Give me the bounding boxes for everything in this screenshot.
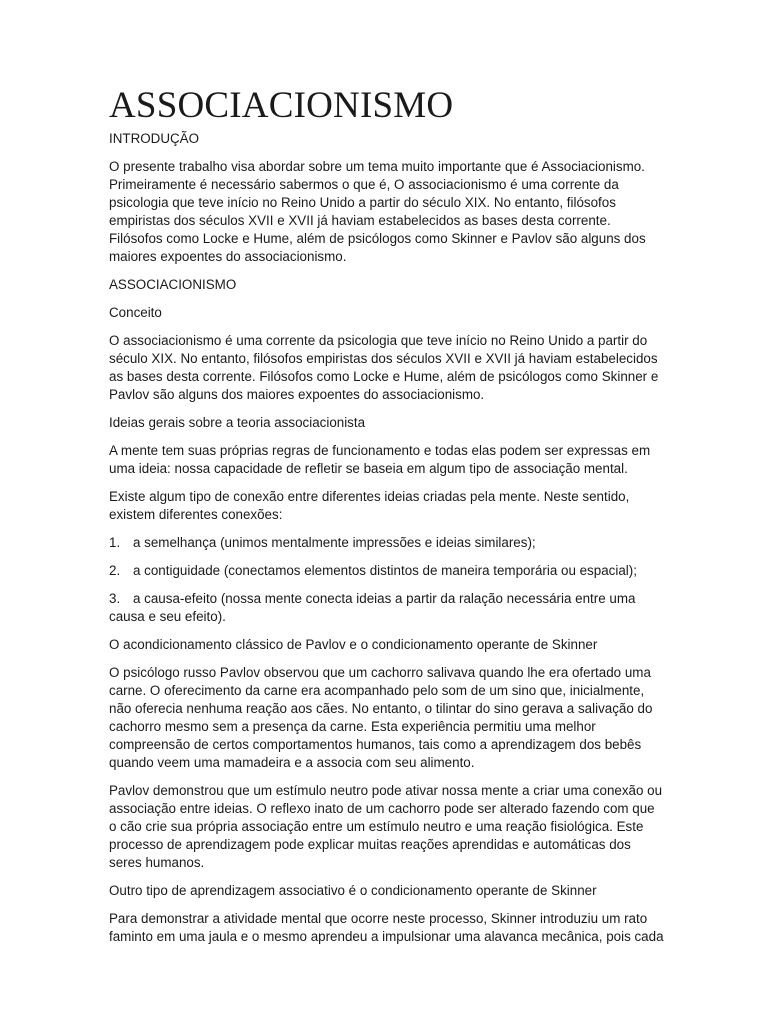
intro-paragraph: O presente trabalho visa abordar sobre um tema muito importante que é Associacionismo. Primeiramente é necessário sabermos o que é, O associacionismo é uma corrente da psicologia que teve início no Reino Unido a partir do século XIX. No entanto, filósofos empiristas dos séculos XVII e XVII já haviam estabelecidos as bases desta corrente. Filósofos como Locke e Hume, além de psicólogos como Skinner e Pavlov são alguns dos maiores expoentes do associacionismo. [109,159,646,264]
list-text: a causa-efeito (nossa mente conecta ideias a partir da ralação necessária entre uma causa e seu efeito). [109,591,636,624]
list-item [109,590,664,626]
list-item [109,562,664,580]
ideas-heading: Ideias gerais sobre a teoria associacionista [109,415,366,430]
list-text: a contiguidade (conectamos elementos distintos de maneira temporária ou espacial); [133,563,637,578]
concept-heading: Conceito [109,305,162,320]
list-number: 1. [109,535,121,550]
list-number: 2. [109,563,121,578]
pavlov-heading: O acondicionamento clássico de Pavlov e o condicionamento operante de Skinner [109,637,598,652]
pavlov-paragraph-2: Pavlov demonstrou que um estímulo neutro pode ativar nossa mente a criar uma conexão ou associação entre ideias. O reflexo inato de um cachorro pode ser alterado fazendo com que o cão crie sua própria associação entre um estímulo neutro e uma reação fisiológica. Este processo de aprendizagem pode explicar muitas reações aprendidas e automáticas dos seres humanos. [109,783,663,870]
concept-paragraph: O associacionismo é uma corrente da psicologia que teve início no Reino Unido a partir do século XIX. No entanto, filósofos empiristas dos séculos XVII e XVII já haviam estabelecidos as bases desta corrente. Filósofos como Locke e Hume, além de psicólogos como Skinner e Pavlov são alguns dos maiores expoentes do associacionismo. [109,333,659,402]
ideas-paragraph: A mente tem suas próprias regras de funcionamento e todas elas podem ser expressas em uma ideia: nossa capacidade de refletir se baseia em algum tipo de associação mental. [109,443,651,476]
skinner-heading: Outro tipo de aprendizagem associativo é o condicionamento operante de Skinner [109,883,597,898]
intro-heading: INTRODUÇÃO [109,131,200,146]
list-number: 3. [109,591,121,606]
section-heading: ASSOCIACIONISMO [109,277,237,292]
list-text: a semelhança (unimos mentalmente impressões e ideias similares); [133,535,536,550]
document-title: ASSOCIACIONISMO [109,85,454,126]
pavlov-paragraph-1: O psicólogo russo Pavlov observou que um cachorro salivava quando lhe era ofertado uma carne. O oferecimento da carne era acompanhado pelo som de um sino que, inicialmente, não oferecia nenhuma reação aos cães. No entanto, o tilintar do sino gerava a salivação do cachorro mesmo sem a presença da carne. Esta experiência permitiu uma melhor compreensão de certos comportamentos humanos, tais como a aprendizagem dos bebês quando veem uma mamadeira e a associa com seu alimento. [109,665,653,770]
skinner-paragraph: Para demonstrar a atividade mental que ocorre neste processo, Skinner introduziu um rato faminto em uma jaula e o mesmo aprendeu a impulsionar uma alavanca mecânica, pois cada [109,911,664,944]
connections-paragraph: Existe algum tipo de conexão entre diferentes ideias criadas pela mente. Neste sentido, existem diferentes conexões: [109,489,630,522]
list-item [109,534,664,552]
